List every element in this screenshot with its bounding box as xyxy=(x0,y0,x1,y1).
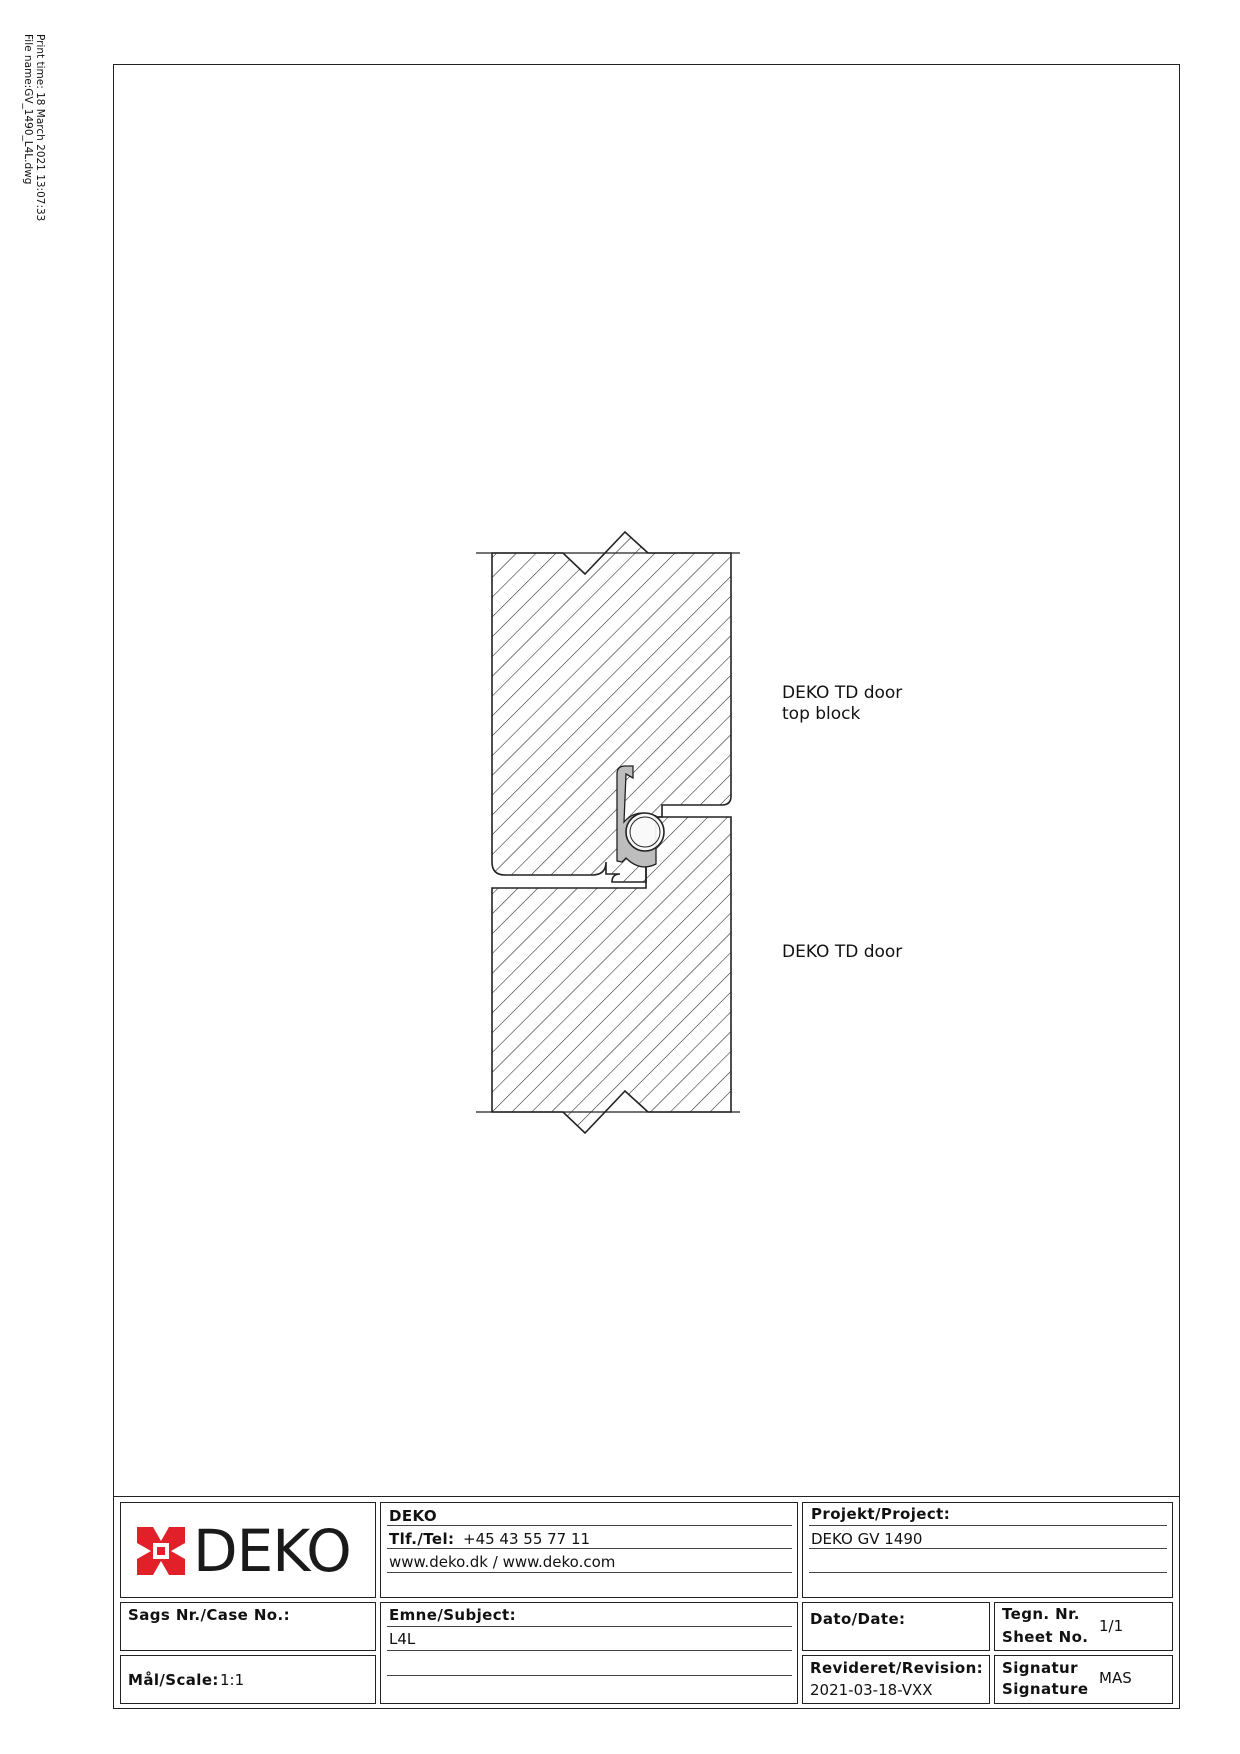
sheet-label-1: Tegn. Nr. xyxy=(1002,1605,1080,1623)
date-label: Dato/Date: xyxy=(810,1610,906,1628)
subject-box xyxy=(380,1602,798,1704)
case-label: Sags Nr./Case No.: xyxy=(128,1606,291,1624)
project-value: DEKO GV 1490 xyxy=(811,1530,923,1548)
revision-label: Revideret/Revision: xyxy=(810,1659,984,1677)
scale-label: Mål/Scale: xyxy=(128,1671,219,1689)
print-time: Print time: 18 March 2021 13:07:33 xyxy=(34,34,46,222)
sheet-box xyxy=(994,1602,1173,1651)
scale-box xyxy=(120,1655,376,1704)
signature-label-1: Signatur xyxy=(1002,1659,1078,1677)
title-block-top-line xyxy=(113,1496,1180,1497)
company-name: DEKO xyxy=(389,1507,437,1525)
signature-label-2: Signature xyxy=(1002,1680,1089,1698)
file-name: File name:GV_1490_L4L.dwg xyxy=(22,34,34,185)
sheet-value: 1/1 xyxy=(1099,1617,1124,1635)
label-door: DEKO TD door xyxy=(782,942,903,962)
revision-value: 2021-03-18-VXX xyxy=(810,1681,933,1699)
scale-value: 1:1 xyxy=(220,1671,245,1689)
company-box xyxy=(380,1502,798,1598)
project-label: Projekt/Project: xyxy=(811,1505,951,1523)
signature-value: MAS xyxy=(1099,1669,1132,1687)
company-web: www.deko.dk / www.deko.com xyxy=(389,1553,616,1571)
tel-value: +45 43 55 77 11 xyxy=(463,1530,591,1548)
signature-box xyxy=(994,1655,1173,1704)
project-box xyxy=(802,1502,1173,1598)
revision-box xyxy=(802,1655,990,1704)
drawing-sheet-border xyxy=(113,64,1180,1709)
date-box xyxy=(802,1602,990,1651)
label-top-block: DEKO TD door top block xyxy=(782,683,903,724)
deko-logo-icon xyxy=(137,1527,185,1575)
logo-box xyxy=(120,1502,376,1598)
case-box xyxy=(120,1602,376,1651)
subject-value: L4L xyxy=(389,1630,416,1648)
sheet-label-2: Sheet No. xyxy=(1002,1628,1089,1646)
tel-label: Tlf./Tel: xyxy=(389,1530,455,1548)
deko-logo-text: DEKO xyxy=(193,1517,351,1585)
subject-label: Emne/Subject: xyxy=(389,1606,517,1624)
